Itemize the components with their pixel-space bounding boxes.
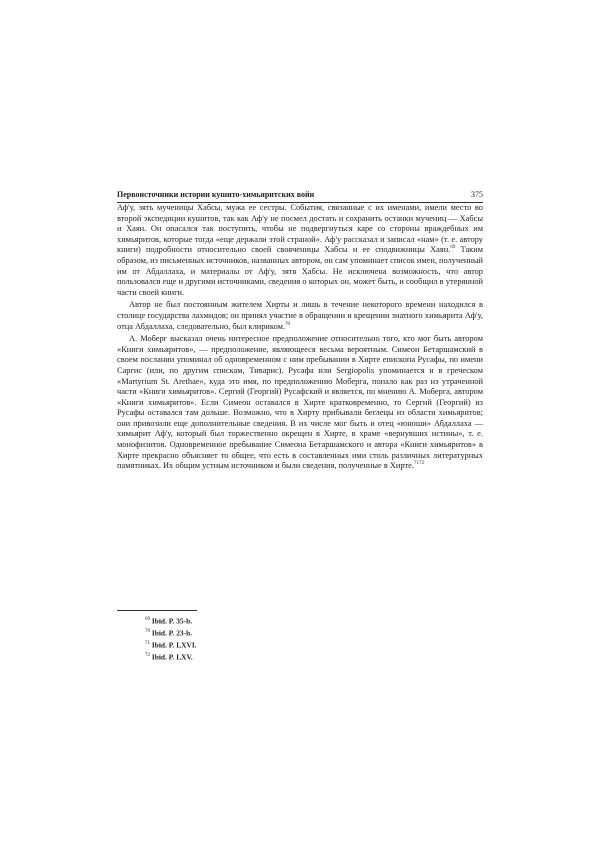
footnote-mark-71: 71: [413, 461, 419, 467]
body-text: [117, 203, 483, 474]
paragraph-1: [117, 203, 483, 298]
footnote-number: 72: [145, 652, 150, 658]
footnote-mark-70: 70: [284, 321, 290, 327]
footnote-number: 69: [145, 617, 150, 622]
paragraph-3: [117, 334, 483, 472]
paragraph-2-text: Автор не был постоянным жителем Хирты и лишь в течение некоторого времени находился в столице государства лахмидов; он принял участие в обращении и крещении знатного химьярита Аф'у, отца Абдаллаха, следовательно, был клириком.: [117, 300, 483, 331]
footnote-mark-69: 69: [450, 245, 456, 251]
footnote-number: 71: [145, 640, 150, 646]
footnote-text: Ibid. P. LXV.: [151, 652, 193, 662]
footnotes: [145, 615, 465, 663]
page-number: 375: [471, 190, 483, 199]
paragraph-2: [117, 300, 483, 332]
footnote-text: Ibid. P. 23-b.: [151, 628, 193, 638]
footnote-item: [145, 627, 465, 639]
paragraph-1-text: Аф'у, зять мученицы Хабсы, мужа ее сестры. События, связанные с их именами, имели место во второй экспедиции кушитов, так как Аф'у не посмел достать и сохранить останки мучениц — Хабсы и Хаян. Он опасался так поступить, чтобы не подвергнуться каре со стороны враждебных им химьяритов, которые тогда «еще держали этой страной». Аф'у рассказал и записал «нам» (т. е. автору книги) подробности относительно своей свояченицы Хабсы и ее сподвижницы Хаян.: [117, 203, 483, 255]
paragraph-3-text: А. Моберг высказал очень интересное предположение относительно того, кто мог быть автором «Книги химьяритов», — предположение, являющееся весьма вероятным. Симеон Бетаршамский в своем послании упоминал об одновременном с ним пребывании в Хирте епископа Русафы, по имени Саргис (или, по другим спискам, Тиварис). Русафа или Sergiopolis упоминается и в греческом «Martyrium St. Arethae», куда это имя, по предположению Моберга, попало как раз из утраченной части «Книги химьяритов». Сергий (Георгий) Русафский и является, по мнению А. Моберга, автором «Книги химьяритов». Если Симеон оставался в Хирте кратковременно, то Сергий (Георгий) из Русафы оставался там дольше. Возможно, что в Хирту прибывали беглецы из области химьяритов; они привозили еще дополнительные сведения. В их числе мог быть и отец «юноши» Абдаллаха — химьярит Аф'у, который был торжественно окрещен в Хирте, в храме «вернувших истины», т. е. монофизитов. Одновременное пребывание Симеона Бетаршамского и автора «Книги химьяритов» в Хирте прекрасно объясняет то общее, что есть в составленных ими столь различных литературных памятниках. Их общим устным источником и были сведения, полученные в Хирте.: [117, 334, 483, 471]
footnote-text: Ibid. P. LXVI.: [151, 640, 197, 650]
paragraph-1-tail: Таким образом, из письменных источников, названных автором, он сам упоминает список имен, полученный им от Абдаллаха, и материалы от Аф'у, зятя Хабсы. Не исключена возможность, что автор пользовался еще и другими источниками, сведения о которых он, может быть, и сообщил в утерянной части своей книги.: [117, 245, 484, 297]
footnote-item: [145, 651, 465, 663]
footnote-divider: [117, 610, 197, 611]
footnote-item: [145, 615, 465, 627]
running-header: [117, 190, 483, 203]
footnote-item: [145, 639, 465, 651]
header-title: Первоисточники истории кушито-химьяритских войн: [117, 190, 315, 199]
footnote-mark-72: 72: [418, 461, 424, 467]
footnote-text: Ibid. P. 35-b.: [151, 616, 193, 626]
footnote-number: 70: [145, 628, 150, 634]
